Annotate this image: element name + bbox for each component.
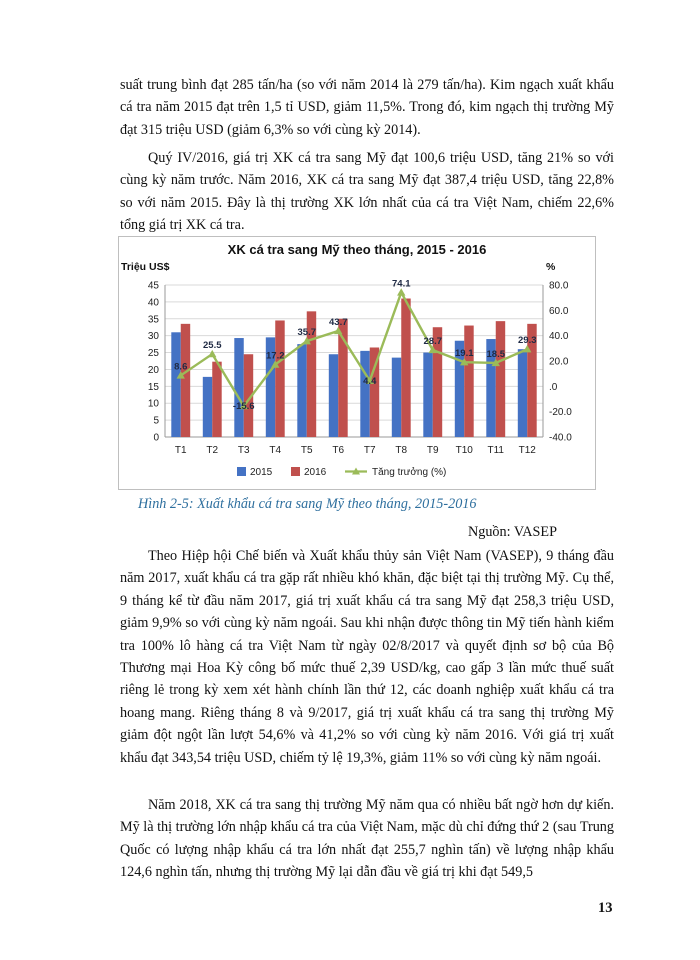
figure-source: Nguồn: VASEP (468, 524, 557, 540)
bar-2015 (203, 377, 212, 437)
y2-tick-label: -40.0 (549, 432, 572, 444)
bar-2015 (171, 332, 180, 437)
bar-2015 (518, 349, 527, 437)
growth-data-label: -15.6 (232, 401, 255, 413)
y-tick-label: 45 (147, 280, 159, 292)
growth-data-label: 25.5 (203, 340, 222, 352)
bar-2016 (464, 326, 473, 437)
growth-line-path (181, 292, 528, 406)
x-tick-label: T1 (174, 445, 187, 456)
y-tick-label: 15 (147, 381, 159, 393)
chart-svg (119, 237, 595, 489)
bar-2015 (329, 354, 338, 437)
legend-label: 2015 (250, 467, 273, 478)
chart-bars (171, 299, 536, 437)
growth-data-label: 8.6 (174, 361, 188, 373)
legend-label: 2016 (304, 467, 327, 478)
y-tick-label: 5 (153, 415, 159, 427)
x-tick-label: T6 (332, 445, 345, 456)
growth-data-label: 29.3 (518, 335, 537, 347)
y-tick-label: 25 (147, 348, 159, 360)
y-tick-label: 0 (153, 432, 159, 444)
growth-data-label: 4.4 (363, 375, 377, 387)
chart-secondary-axis-label: % (546, 261, 556, 273)
growth-data-label: 17.2 (266, 350, 285, 362)
x-tick-label: T11 (487, 445, 504, 456)
bar-2015 (423, 353, 432, 437)
chart-title: XK cá tra sang Mỹ theo tháng, 2015 - 2016 (227, 242, 487, 257)
paragraph-2: Quý IV/2016, giá trị XK cá tra sang Mỹ đạt 100,6 triệu USD, tăng 21% so với cùng kỳ năm trước. Năm 2016, XK cá tra sang Mỹ đạt 387,4 triệu USD, tăng 22,8% so với năm 2015. Đây là thị trường XK lớn nhất của cá tra Việt Nam, chiếm 22,6% tổng giá trị XK cá tra. (120, 150, 614, 234)
x-tick-label: T10 (455, 445, 473, 456)
figure-caption: Hình 2-5: Xuất khẩu cá tra sang Mỹ theo tháng, 2015-2016 (138, 496, 477, 512)
bar-2016 (401, 299, 410, 437)
bar-2016 (275, 320, 284, 437)
y-tick-label: 40 (147, 297, 159, 309)
y2-tick-label: 40.0 (549, 331, 569, 343)
y-tick-label: 35 (147, 314, 159, 326)
page-number: 13 (598, 900, 613, 916)
chart-growth-line (177, 288, 532, 409)
growth-data-label: 19.1 (455, 348, 474, 360)
legend-label: Tăng trưởng (%) (372, 467, 447, 478)
paragraph-1: suất trung bình đạt 285 tấn/ha (so với năm 2014 là 279 tấn/ha). Kim ngạch xuất khẩu cá tra năm 2015 đạt trên 1,5 tỉ USD, giảm 11,5%. Trong đó, kim ngạch thị trường Mỹ đạt 315 triệu USD (giảm 6,3% so với cùng kỳ 2014). (120, 77, 614, 138)
bar-2015 (297, 344, 306, 437)
growth-data-label: 18.5 (486, 348, 505, 360)
growth-data-label: 74.1 (392, 278, 411, 290)
bar-2015 (360, 351, 369, 437)
y2-tick-label: 60.0 (549, 305, 569, 317)
paragraph-3: Theo Hiệp hội Chế biến và Xuất khẩu thủy sản Việt Nam (VASEP), 9 tháng đầu năm 2017, xuất khẩu cá tra gặp rất nhiều khó khăn, đặc biệt tại thị trường Mỹ. Cụ thể, 9 tháng kể từ đầu năm 2017, giá trị xuất khẩu cá tra sang Mỹ đạt 258,3 triệu USD, giảm 9,9% so với cùng kỳ năm ngoái. Sau khi nhận được thông tin Mỹ tiến hành kiểm tra 100% lô hàng cá tra Việt Nam từ ngày 02/8/2017 và quyết định sơ bộ của Bộ Thương mại Hoa Kỳ công bố mức thuế 2,39 USD/kg, cao gấp 3 lần mức thuế suất riêng lẻ trong kỳ xem xét hành chính lần thứ 12, các doanh nghiệp xuất khẩu cá tra hoang mang. Riêng tháng 8 và 9/2017, giá trị xuất khẩu cá tra sang thị trường Mỹ giảm đột ngột lần lượt 54,6% và 41,2% so với cùng kỳ năm 2016. Với giá trị xuất khẩu đạt 343,54 triệu USD, chiếm tỷ lệ 19,3%, giảm 11% so với cùng kỳ năm ngoái. (120, 548, 614, 766)
y2-tick-label: -20.0 (549, 407, 572, 419)
x-tick-label: T8 (395, 445, 408, 456)
growth-data-label: 28.7 (423, 335, 442, 347)
x-tick-label: T5 (300, 445, 313, 456)
x-tick-label: T7 (363, 445, 376, 456)
y-tick-label: 10 (147, 398, 159, 410)
x-tick-label: T4 (269, 445, 282, 456)
y2-tick-label: .0 (549, 381, 558, 393)
bar-2016 (496, 321, 505, 437)
x-tick-label: T9 (426, 445, 439, 456)
growth-data-label: 43.7 (329, 316, 348, 328)
bar-2016 (181, 324, 190, 437)
y2-tick-label: 80.0 (549, 280, 569, 292)
bar-2015 (234, 338, 243, 437)
x-tick-label: T2 (206, 445, 219, 456)
x-tick-label: T3 (237, 445, 250, 456)
paragraph-4: Năm 2018, XK cá tra sang thị trường Mỹ năm qua có nhiều bất ngờ hơn dự kiến. Mỹ là thị trường lớn nhập khẩu cá tra của Việt Nam, mặc dù chỉ đứng thứ 2 (sau Trung Quốc có lượng nhập khẩu cá tra lớn nhất đạt 255,7 nghìn tấn) về lượng nhập khẩu 124,6 nghìn tấn, nhưng thị trường Mỹ lại dẫn đầu về giá trị khi đạt 549,5 (120, 797, 614, 881)
chart (118, 236, 596, 490)
legend-swatch (237, 467, 246, 476)
growth-data-label: 35.7 (297, 327, 316, 339)
x-tick-label: T12 (518, 445, 536, 456)
y-tick-label: 20 (147, 364, 159, 376)
chart-legend (237, 466, 446, 478)
y2-tick-label: 20.0 (549, 356, 569, 368)
legend-swatch (291, 467, 300, 476)
chart-data-labels (174, 278, 536, 412)
bar-2015 (392, 358, 401, 437)
bar-2016 (212, 362, 221, 437)
y-tick-label: 30 (147, 331, 159, 343)
chart-y-axis-label: Triệu US$ (121, 261, 170, 273)
